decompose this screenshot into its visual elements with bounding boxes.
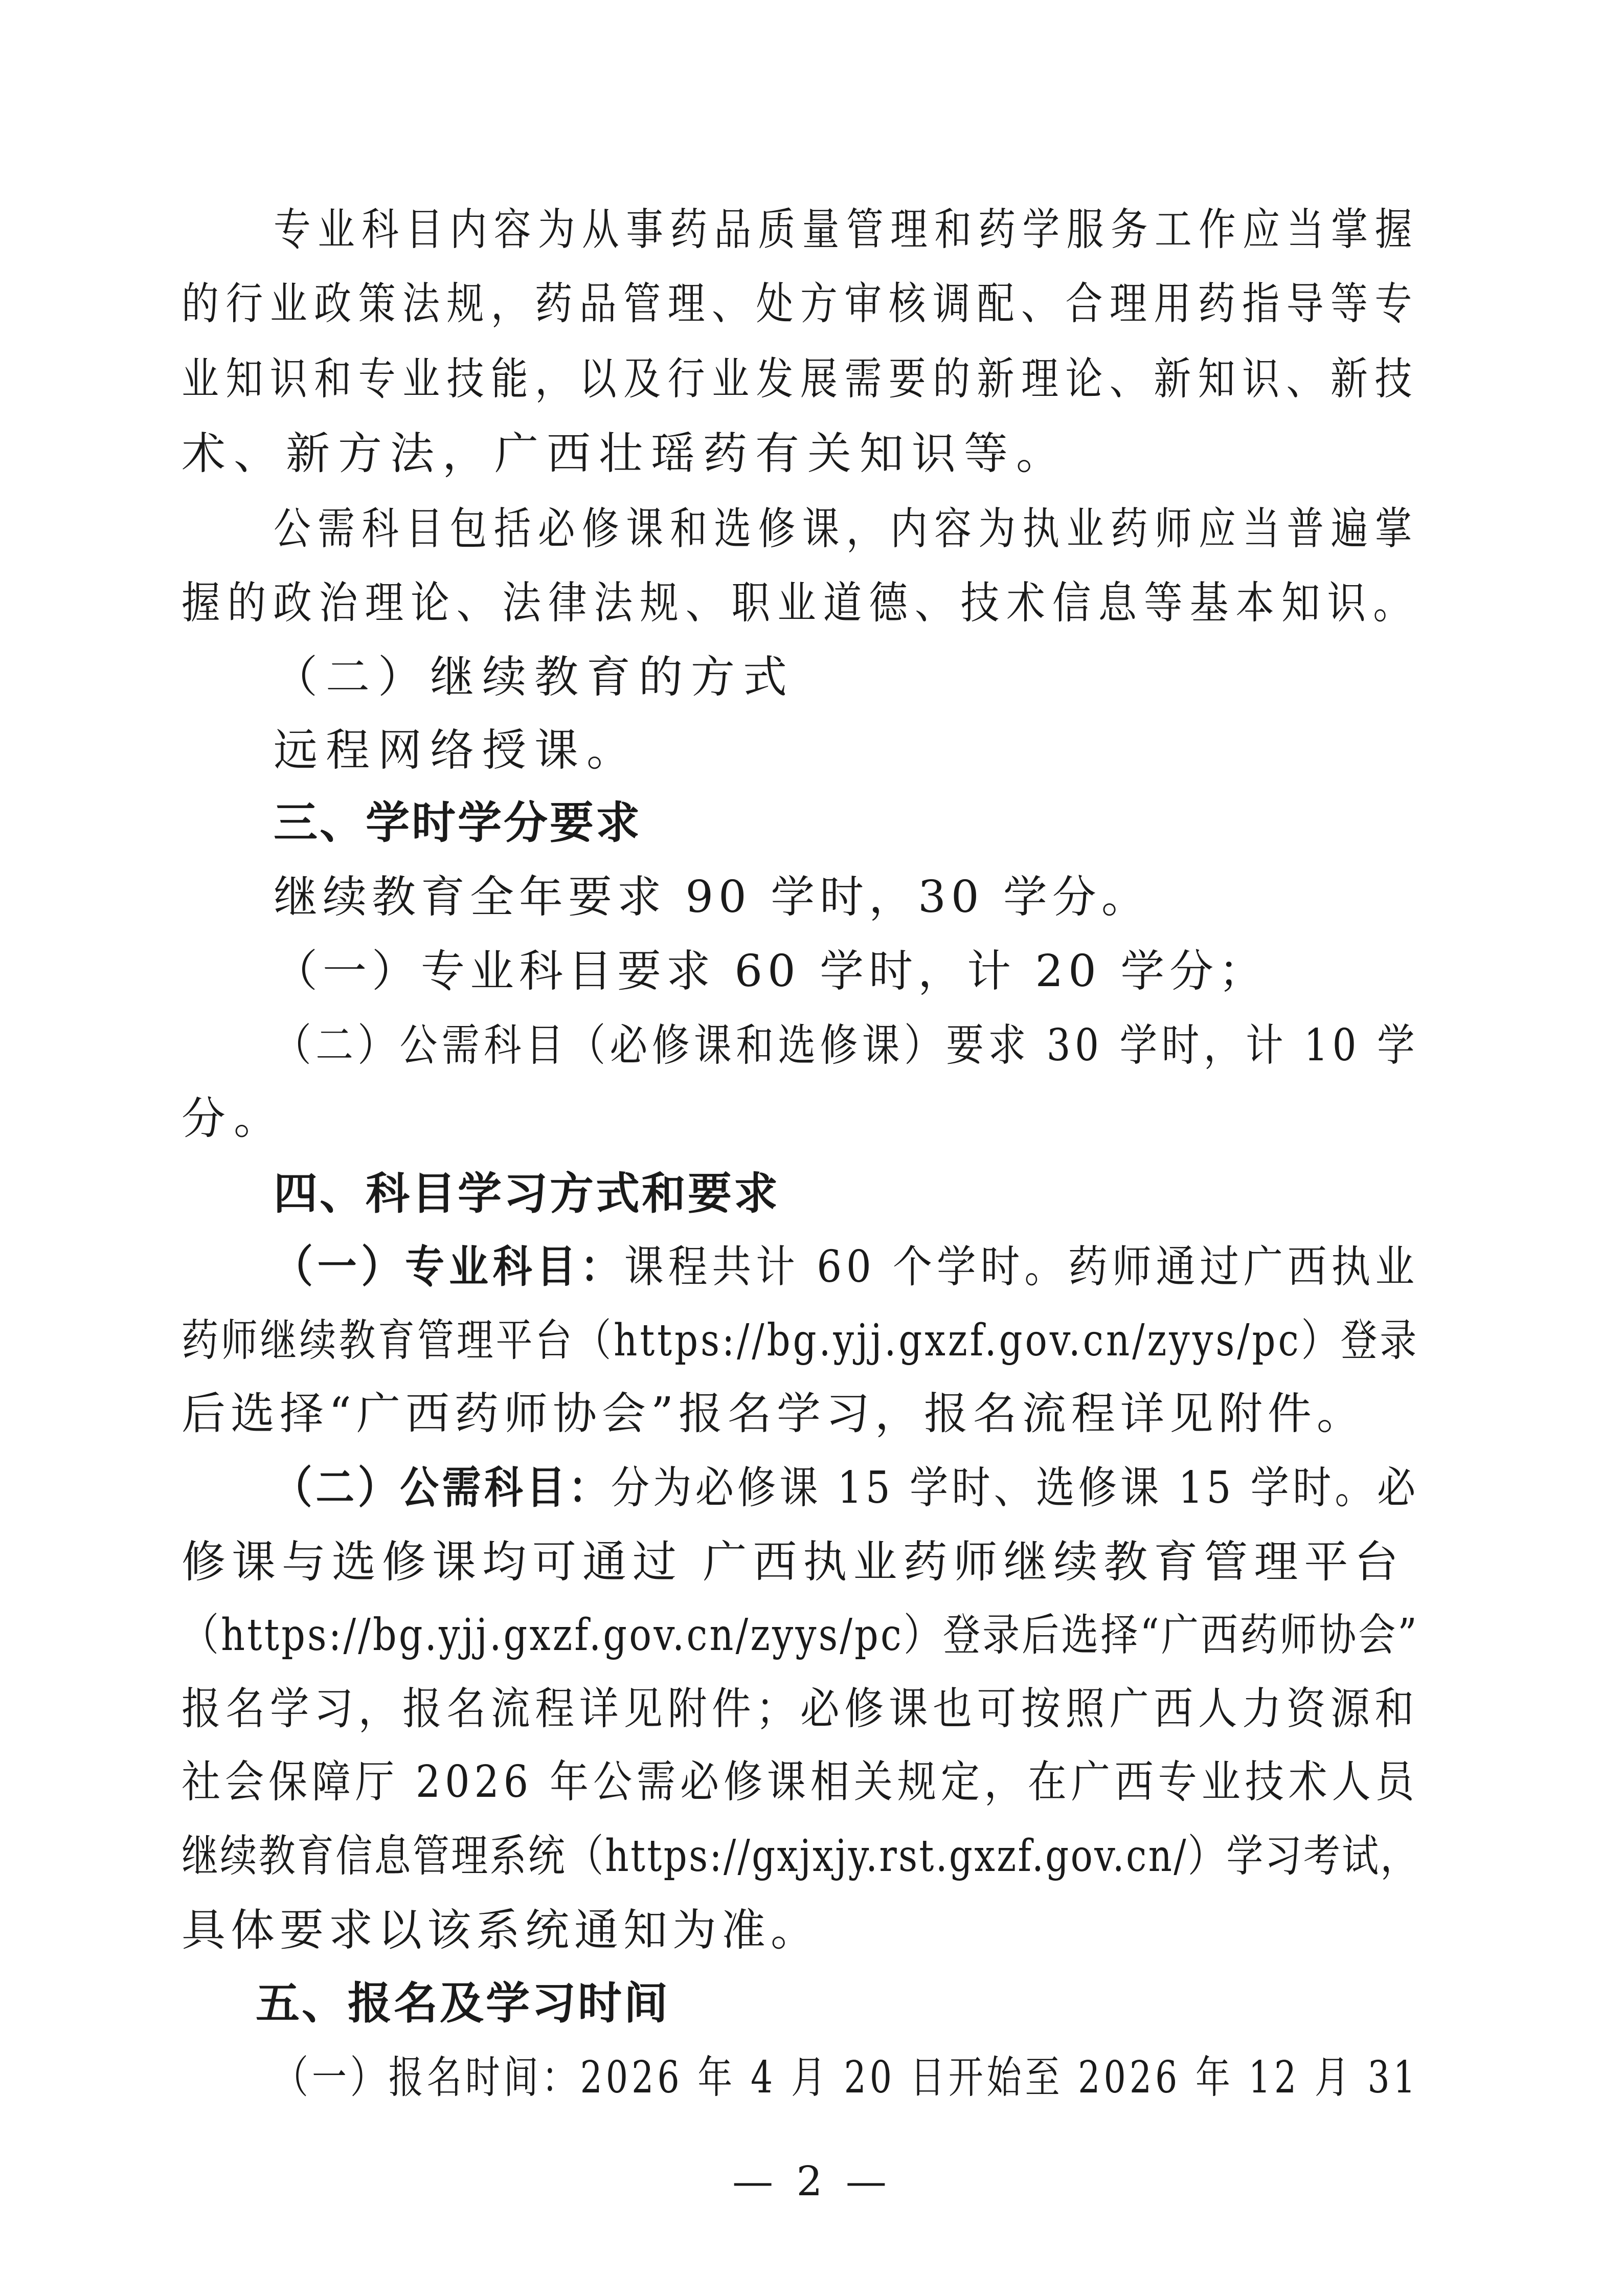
paragraph-line: 继续教育信息管理系统（https://gxjxjy.rst.gxzf.gov.cn/）学习考试， [182, 1831, 1419, 1882]
paragraph-line: 社会保障厅 2026 年公需必修课相关规定，在广西专业技术人员 [182, 1756, 1419, 1808]
item-lead: （一）专业科目： [274, 1241, 624, 1292]
paragraph-line: 后选择“广西药师协会”报名学习，报名流程详见附件。 [182, 1388, 1366, 1439]
paragraph-line: 专业科目内容为从事药品质量管理和药学服务工作应当掌握 [274, 204, 1419, 255]
section-heading: 五、报名及学习时间 [256, 1978, 670, 2029]
item-text: 分为必修课 15 学时、选修课 15 学时。必 [611, 1462, 1419, 1513]
section-heading: 三、学时学分要求 [274, 797, 642, 849]
paragraph-line: 的行业政策法规，药品管理、处方审核调配、合理用药指导等专 [182, 278, 1419, 329]
item-text: 课程共计 60 个学时。药师通过广西执业 [624, 1241, 1419, 1292]
paragraph-line: 远程网络授课。 [274, 725, 639, 776]
page-number: — 2 — [732, 2157, 892, 2205]
paragraph-line: （https://bg.yjj.gxzf.gov.cn/zyys/pc）登录后选择“广西药师协会” [182, 1610, 1419, 1661]
paragraph-line: 术、新方法，广西壮瑶药有关知识等。 [182, 428, 1068, 479]
paragraph-line: （一）报名时间：2026 年 4 月 20 日开始至 2026 年 12 月 31 [274, 2052, 1419, 2103]
paragraph-line: （一）专业科目要求 60 学时，计 20 学分； [274, 946, 1268, 997]
paragraph-line: 继续教育全年要求 90 学时，30 学分。 [274, 872, 1151, 923]
paragraph-line: 具体要求以该系统通知为准。 [182, 1905, 820, 1956]
subheading: （二）继续教育的方式 [274, 652, 795, 703]
paragraph-line: 报名学习，报名流程详见附件；必修课也可按照广西人力资源和 [182, 1683, 1419, 1734]
section-heading: 四、科目学习方式和要求 [274, 1168, 780, 1219]
paragraph-line [274, 1458, 1419, 1519]
paragraph-line: 药师继续教育管理平台（https://bg.yjj.gxzf.gov.cn/zyys/pc）登录 [182, 1315, 1419, 1366]
paragraph-line: （二）公需科目（必修课和选修课）要求 30 学时，计 10 学 [274, 1020, 1419, 1071]
paragraph-line: 公需科目包括必修课和选修课，内容为执业药师应当普遍掌 [274, 503, 1419, 554]
paragraph-line [274, 1237, 1419, 1298]
paragraph-line: 修课与选修课均可通过 广西执业药师继续教育管理平台 [182, 1536, 1405, 1588]
item-lead: （二）公需科目： [274, 1462, 611, 1513]
paragraph-line: 业知识和专业技能，以及行业发展需要的新理论、新知识、新技 [182, 353, 1419, 405]
paragraph-line: 分。 [182, 1093, 286, 1144]
paragraph-line: 握的政治理论、法律法规、职业道德、技术信息等基本知识。 [182, 577, 1419, 629]
